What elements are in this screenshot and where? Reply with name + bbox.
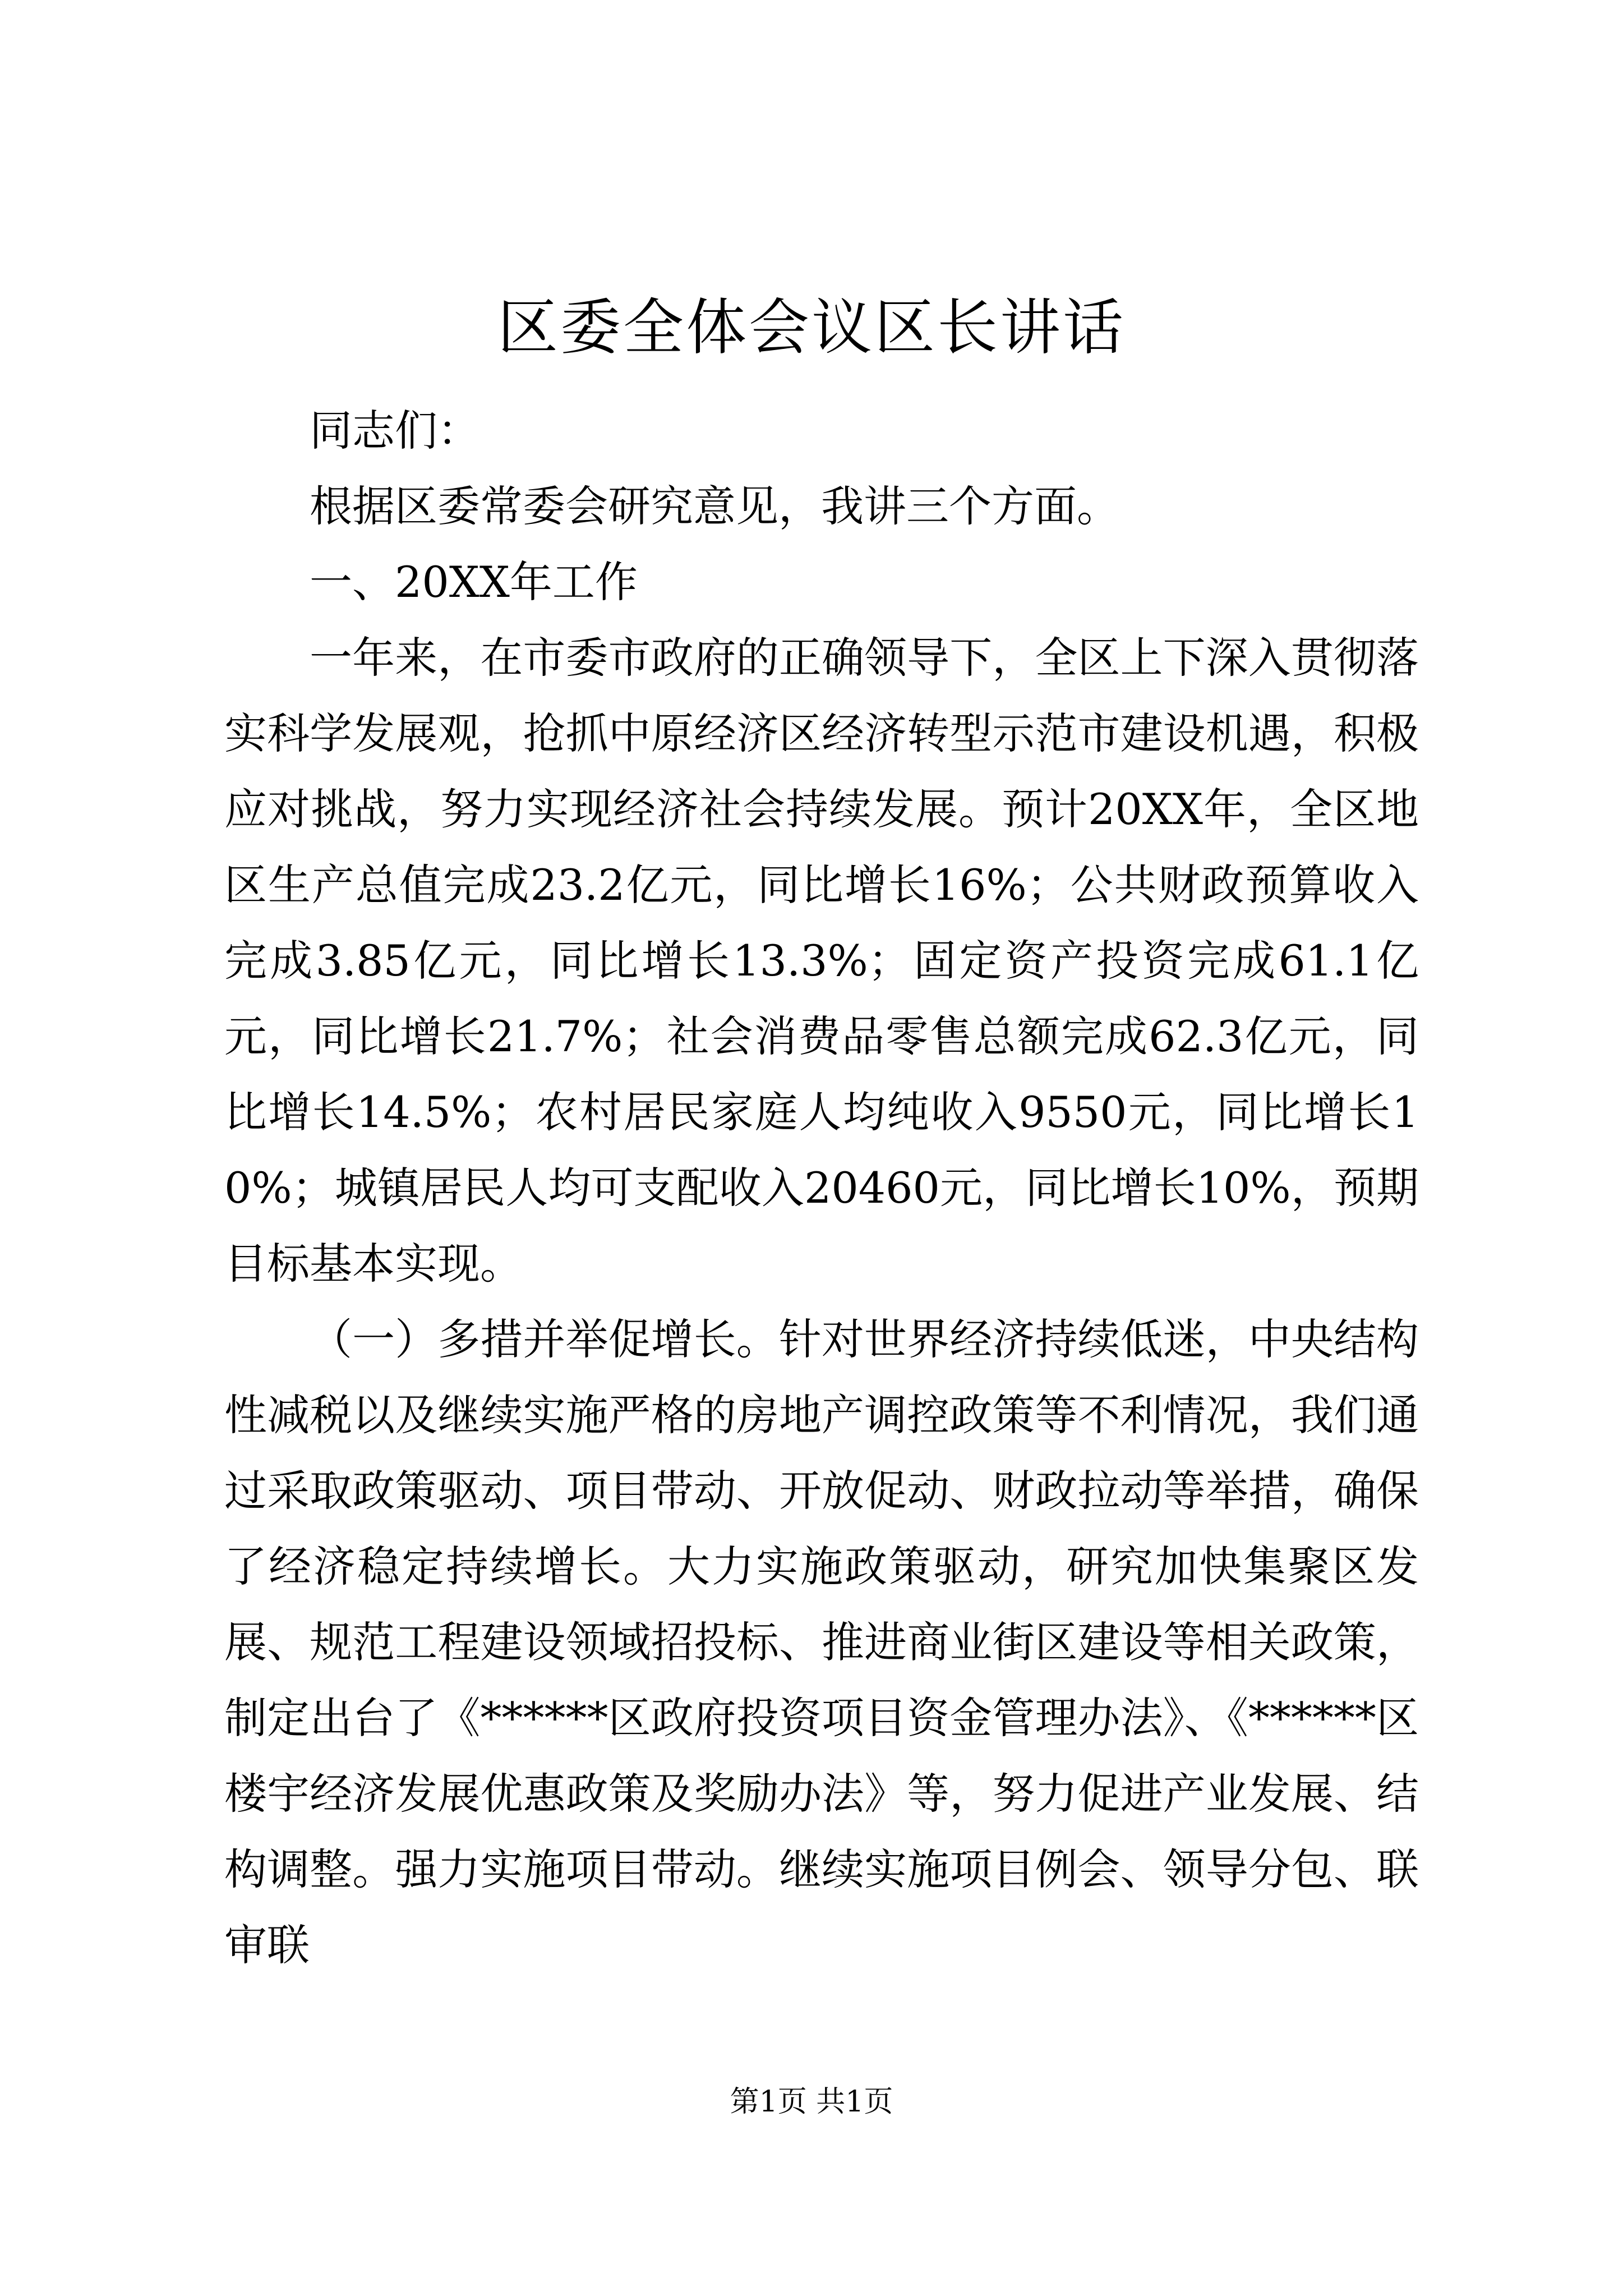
document-title: 区委全体会议区长讲话 bbox=[497, 293, 1126, 363]
paragraph-overview: 一年来，在市委市政府的正确领导下，全区上下深入贯彻落实科学发展观，抢抓中原经济区经济转型示范市建设机遇，积极应对挑战，努力实现经济社会持续发展。预计20XX年，全区地区生产总值完成23.2亿元，同比增长16%；公共财政预算收入完成3.85亿元，同比增长13.3%；固定资产投资完成61.1亿元，同比增长21.7%；社会消费品零售总额完成62.3亿元，同比增长14.5%；农村居民家庭人均纯收入9550元，同比增长10%；城镇居民人均可支配收入20460元，同比增长10%，预期目标基本实现。 bbox=[224, 633, 1419, 1289]
section-heading: 一、20XX年工作 bbox=[310, 557, 638, 607]
paragraph-salutation: 同志们： bbox=[310, 406, 480, 455]
paragraph-growth-measures: （一）多措并举促增长。针对世界经济持续低迷，中央结构性减税以及继续实施严格的房地产调控政策等不利情况，我们通过采取政策驱动、项目带动、开放促动、财政拉动等举措，确保了经济稳定持续增长。大力实施政策驱动，研究加快集聚区发展、规范工程建设领域招投标、推进商业街区建设等相关政策，制定出台了《******区政府投资项目资金管理办法》、《******区楼宇经济发展优惠政策及奖励办法》等，努力促进产业发展、结构调整。强力实施项目带动。继续实施项目例会、领导分包、联审联 bbox=[224, 1314, 1419, 1970]
document-body bbox=[224, 393, 1419, 1983]
page-footer: 第1页 共1页 bbox=[730, 2085, 893, 2119]
paragraph-intro: 根据区委常委会研究意见，我讲三个方面。 bbox=[310, 481, 1119, 531]
